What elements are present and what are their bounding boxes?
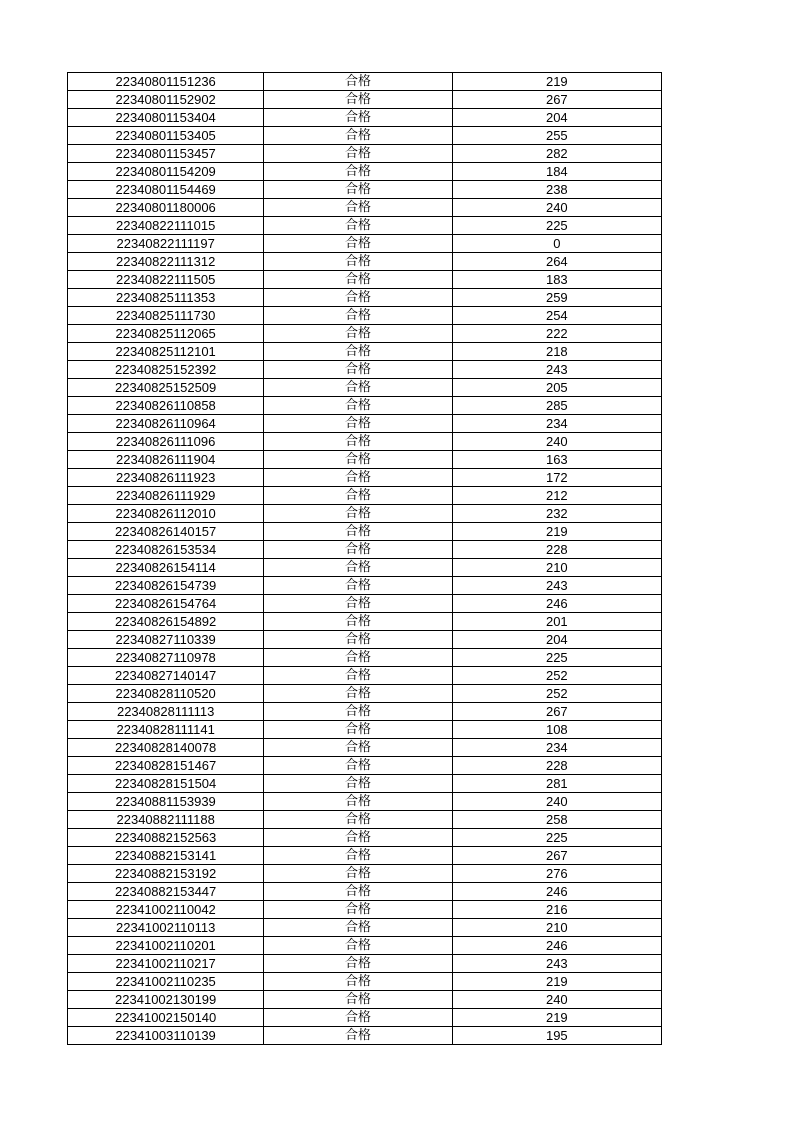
table-row: [68, 991, 662, 1009]
table-row: [68, 343, 662, 361]
table-row: [68, 235, 662, 253]
status-cell: 合格: [264, 577, 452, 595]
candidate-id-cell: 22340826111929: [68, 487, 264, 505]
candidate-id-cell: 22341002110201: [68, 937, 264, 955]
status-cell: 合格: [264, 955, 452, 973]
status-cell: 合格: [264, 829, 452, 847]
status-cell: 合格: [264, 109, 452, 127]
candidate-id-cell: 22340801153405: [68, 127, 264, 145]
table-row: [68, 523, 662, 541]
candidate-id-cell: 22341003110139: [68, 1027, 264, 1045]
score-cell: 238: [452, 181, 661, 199]
score-cell: 255: [452, 127, 661, 145]
table-row: [68, 1027, 662, 1045]
table-row: [68, 775, 662, 793]
table-row: [68, 901, 662, 919]
table-row: [68, 253, 662, 271]
score-cell: 212: [452, 487, 661, 505]
table-row: [68, 199, 662, 217]
table-row: [68, 667, 662, 685]
status-cell: 合格: [264, 667, 452, 685]
table-row: [68, 109, 662, 127]
score-cell: 281: [452, 775, 661, 793]
score-cell: 0: [452, 235, 661, 253]
candidate-id-cell: 22340826153534: [68, 541, 264, 559]
table-row: [68, 325, 662, 343]
status-cell: 合格: [264, 73, 452, 91]
candidate-id-cell: 22340826111904: [68, 451, 264, 469]
score-cell: 225: [452, 829, 661, 847]
status-cell: 合格: [264, 487, 452, 505]
score-cell: 267: [452, 703, 661, 721]
score-cell: 234: [452, 415, 661, 433]
status-cell: 合格: [264, 325, 452, 343]
table-row: [68, 487, 662, 505]
candidate-id-cell: 22341002150140: [68, 1009, 264, 1027]
candidate-id-cell: 22340801151236: [68, 73, 264, 91]
status-cell: 合格: [264, 361, 452, 379]
score-cell: 216: [452, 901, 661, 919]
table-row: [68, 307, 662, 325]
candidate-id-cell: 22340825111353: [68, 289, 264, 307]
score-cell: 225: [452, 649, 661, 667]
candidate-id-cell: 22340882153447: [68, 883, 264, 901]
status-cell: 合格: [264, 181, 452, 199]
status-cell: 合格: [264, 307, 452, 325]
table-row: [68, 145, 662, 163]
candidate-id-cell: 22340881153939: [68, 793, 264, 811]
status-cell: 合格: [264, 505, 452, 523]
candidate-id-cell: 22340826112010: [68, 505, 264, 523]
status-cell: 合格: [264, 973, 452, 991]
status-cell: 合格: [264, 703, 452, 721]
score-cell: 228: [452, 541, 661, 559]
status-cell: 合格: [264, 559, 452, 577]
table-row: [68, 649, 662, 667]
candidate-id-cell: 22340882111188: [68, 811, 264, 829]
table-row: [68, 703, 662, 721]
score-cell: 252: [452, 685, 661, 703]
score-cell: 243: [452, 955, 661, 973]
score-cell: 267: [452, 847, 661, 865]
status-cell: 合格: [264, 649, 452, 667]
table-row: [68, 919, 662, 937]
candidate-id-cell: 22340882152563: [68, 829, 264, 847]
score-cell: 184: [452, 163, 661, 181]
candidate-id-cell: 22340828151504: [68, 775, 264, 793]
score-cell: 243: [452, 577, 661, 595]
status-cell: 合格: [264, 235, 452, 253]
candidate-id-cell: 22340828140078: [68, 739, 264, 757]
table-row: [68, 289, 662, 307]
candidate-id-cell: 22340882153192: [68, 865, 264, 883]
table-row: [68, 973, 662, 991]
score-cell: 219: [452, 73, 661, 91]
status-cell: 合格: [264, 271, 452, 289]
candidate-id-cell: 22340825152392: [68, 361, 264, 379]
candidate-id-cell: 22340826110964: [68, 415, 264, 433]
table-row: [68, 379, 662, 397]
candidate-id-cell: 22340822111312: [68, 253, 264, 271]
score-cell: 240: [452, 433, 661, 451]
status-cell: 合格: [264, 883, 452, 901]
status-cell: 合格: [264, 937, 452, 955]
candidate-id-cell: 22340828111141: [68, 721, 264, 739]
status-cell: 合格: [264, 865, 452, 883]
status-cell: 合格: [264, 523, 452, 541]
status-cell: 合格: [264, 145, 452, 163]
status-cell: 合格: [264, 289, 452, 307]
candidate-id-cell: 22341002110235: [68, 973, 264, 991]
candidate-id-cell: 22340826154114: [68, 559, 264, 577]
table-row: [68, 631, 662, 649]
table-row: [68, 217, 662, 235]
candidate-id-cell: 22340827110978: [68, 649, 264, 667]
candidate-id-cell: 22340801153457: [68, 145, 264, 163]
score-cell: 285: [452, 397, 661, 415]
table-row: [68, 613, 662, 631]
status-cell: 合格: [264, 469, 452, 487]
candidate-id-cell: 22341002110042: [68, 901, 264, 919]
table-row: [68, 595, 662, 613]
table-row: [68, 541, 662, 559]
candidate-id-cell: 22340828111113: [68, 703, 264, 721]
status-cell: 合格: [264, 919, 452, 937]
score-cell: 204: [452, 109, 661, 127]
table-row: [68, 505, 662, 523]
score-cell: 243: [452, 361, 661, 379]
status-cell: 合格: [264, 1027, 452, 1045]
score-cell: 252: [452, 667, 661, 685]
status-cell: 合格: [264, 379, 452, 397]
score-cell: 201: [452, 613, 661, 631]
candidate-id-cell: 22340828151467: [68, 757, 264, 775]
table-row: [68, 847, 662, 865]
table-row: [68, 73, 662, 91]
score-cell: 219: [452, 973, 661, 991]
candidate-id-cell: 22340828110520: [68, 685, 264, 703]
candidate-id-cell: 22341002110113: [68, 919, 264, 937]
table-row: [68, 181, 662, 199]
table-row: [68, 361, 662, 379]
table-row: [68, 721, 662, 739]
table-row: [68, 829, 662, 847]
status-cell: 合格: [264, 433, 452, 451]
candidate-id-cell: 22340827140147: [68, 667, 264, 685]
table-row: [68, 415, 662, 433]
status-cell: 合格: [264, 739, 452, 757]
candidate-id-cell: 22340825152509: [68, 379, 264, 397]
table-row: [68, 577, 662, 595]
candidate-id-cell: 22340826154739: [68, 577, 264, 595]
status-cell: 合格: [264, 793, 452, 811]
score-cell: 218: [452, 343, 661, 361]
score-cell: 219: [452, 523, 661, 541]
status-cell: 合格: [264, 991, 452, 1009]
candidate-id-cell: 22340826140157: [68, 523, 264, 541]
candidate-id-cell: 22341002130199: [68, 991, 264, 1009]
score-cell: 240: [452, 199, 661, 217]
score-cell: 219: [452, 1009, 661, 1027]
table-row: [68, 757, 662, 775]
score-cell: 276: [452, 865, 661, 883]
score-cell: 205: [452, 379, 661, 397]
score-cell: 222: [452, 325, 661, 343]
candidate-id-cell: 22340827110339: [68, 631, 264, 649]
status-cell: 合格: [264, 595, 452, 613]
score-cell: 234: [452, 739, 661, 757]
score-cell: 225: [452, 217, 661, 235]
score-cell: 210: [452, 559, 661, 577]
table-row: [68, 793, 662, 811]
candidate-id-cell: 22340882153141: [68, 847, 264, 865]
results-table: [67, 72, 662, 1045]
status-cell: 合格: [264, 343, 452, 361]
candidate-id-cell: 22340822111015: [68, 217, 264, 235]
candidate-id-cell: 22340801152902: [68, 91, 264, 109]
status-cell: 合格: [264, 253, 452, 271]
status-cell: 合格: [264, 397, 452, 415]
status-cell: 合格: [264, 415, 452, 433]
score-cell: 228: [452, 757, 661, 775]
candidate-id-cell: 22340822111505: [68, 271, 264, 289]
score-cell: 254: [452, 307, 661, 325]
table-row: [68, 865, 662, 883]
table-row: [68, 559, 662, 577]
candidate-id-cell: 22340822111197: [68, 235, 264, 253]
status-cell: 合格: [264, 163, 452, 181]
candidate-id-cell: 22340801180006: [68, 199, 264, 217]
status-cell: 合格: [264, 541, 452, 559]
candidate-id-cell: 22341002110217: [68, 955, 264, 973]
status-cell: 合格: [264, 217, 452, 235]
score-cell: 240: [452, 793, 661, 811]
table-row: [68, 469, 662, 487]
status-cell: 合格: [264, 685, 452, 703]
table-row: [68, 91, 662, 109]
score-cell: 246: [452, 595, 661, 613]
candidate-id-cell: 22340825112065: [68, 325, 264, 343]
table-row: [68, 811, 662, 829]
table-row: [68, 739, 662, 757]
score-cell: 240: [452, 991, 661, 1009]
table-row: [68, 127, 662, 145]
candidate-id-cell: 22340826154892: [68, 613, 264, 631]
table-row: [68, 433, 662, 451]
candidate-id-cell: 22340826154764: [68, 595, 264, 613]
table-row: [68, 451, 662, 469]
score-cell: 108: [452, 721, 661, 739]
status-cell: 合格: [264, 199, 452, 217]
score-cell: 163: [452, 451, 661, 469]
candidate-id-cell: 22340801154209: [68, 163, 264, 181]
candidate-id-cell: 22340826111923: [68, 469, 264, 487]
score-cell: 232: [452, 505, 661, 523]
candidate-id-cell: 22340825112101: [68, 343, 264, 361]
status-cell: 合格: [264, 613, 452, 631]
candidate-id-cell: 22340801153404: [68, 109, 264, 127]
candidate-id-cell: 22340826110858: [68, 397, 264, 415]
status-cell: 合格: [264, 757, 452, 775]
score-cell: 264: [452, 253, 661, 271]
score-cell: 246: [452, 937, 661, 955]
status-cell: 合格: [264, 721, 452, 739]
table-row: [68, 937, 662, 955]
table-row: [68, 955, 662, 973]
status-cell: 合格: [264, 775, 452, 793]
table-row: [68, 1009, 662, 1027]
score-cell: 204: [452, 631, 661, 649]
score-cell: 210: [452, 919, 661, 937]
table-row: [68, 271, 662, 289]
candidate-id-cell: 22340826111096: [68, 433, 264, 451]
score-cell: 259: [452, 289, 661, 307]
status-cell: 合格: [264, 91, 452, 109]
table-row: [68, 397, 662, 415]
score-cell: 172: [452, 469, 661, 487]
table-row: [68, 883, 662, 901]
table-row: [68, 685, 662, 703]
status-cell: 合格: [264, 847, 452, 865]
score-cell: 246: [452, 883, 661, 901]
candidate-id-cell: 22340801154469: [68, 181, 264, 199]
table-row: [68, 163, 662, 181]
score-cell: 195: [452, 1027, 661, 1045]
score-cell: 258: [452, 811, 661, 829]
candidate-id-cell: 22340825111730: [68, 307, 264, 325]
score-cell: 267: [452, 91, 661, 109]
score-cell: 183: [452, 271, 661, 289]
status-cell: 合格: [264, 811, 452, 829]
status-cell: 合格: [264, 127, 452, 145]
score-cell: 282: [452, 145, 661, 163]
results-table-body: [68, 73, 662, 1045]
status-cell: 合格: [264, 901, 452, 919]
status-cell: 合格: [264, 451, 452, 469]
status-cell: 合格: [264, 1009, 452, 1027]
status-cell: 合格: [264, 631, 452, 649]
